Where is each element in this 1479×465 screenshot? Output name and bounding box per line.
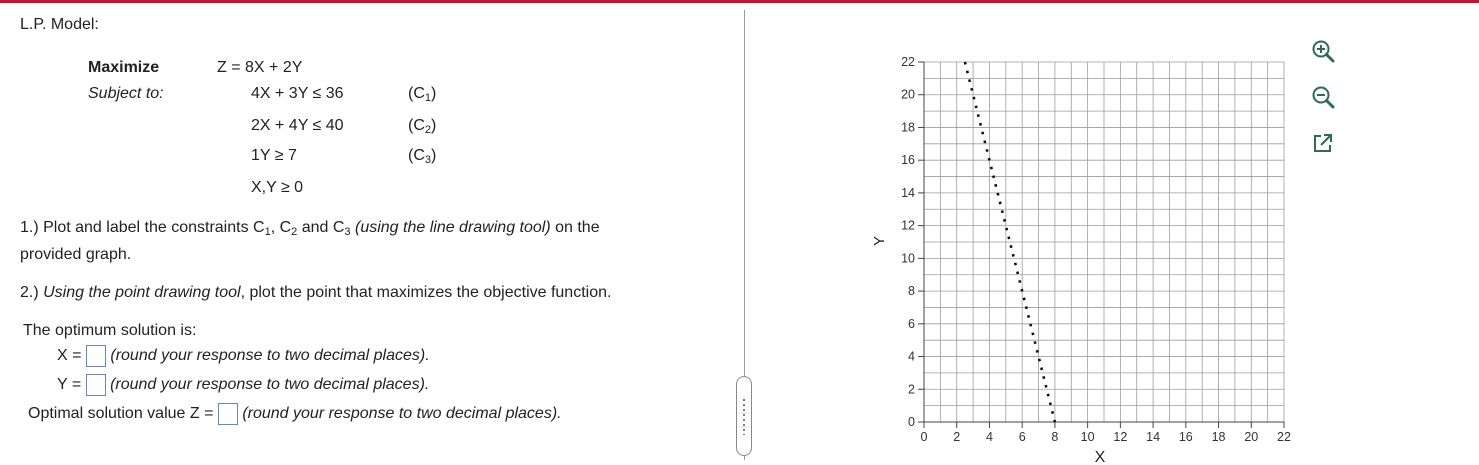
- y-tick-label: 10: [901, 251, 915, 266]
- y-tick-label: 2: [908, 382, 915, 397]
- zoom-in-button[interactable]: [1310, 38, 1336, 64]
- zoom-out-button[interactable]: [1310, 84, 1336, 110]
- x-tick-label: 20: [1244, 430, 1259, 444]
- y-tick-label: 12: [901, 218, 915, 233]
- answer-y-label: Y =: [57, 376, 82, 394]
- x-tick-label: 16: [1178, 430, 1193, 444]
- constraint-c3-tag: $(C_3)$: [408, 147, 437, 166]
- y-tick-label: 18: [901, 120, 915, 135]
- constraint-c2: 2X + 4Y ≤ 40: [251, 117, 344, 134]
- answer-x-label: X =: [57, 347, 82, 365]
- x-tick-label: 8: [1051, 430, 1059, 444]
- answer-z-hint: (round your response to two decimal places).: [242, 405, 562, 423]
- zoom-out-icon: [1310, 84, 1336, 110]
- instruction-2: 2.) Using the point drawing tool, plot the point that maximizes the objective function.: [20, 284, 612, 301]
- pop-out-button[interactable]: [1310, 130, 1336, 156]
- answer-x-hint: (round your response to two decimal places).: [110, 347, 430, 365]
- zoom-in-icon: [1310, 38, 1336, 64]
- instruction-1-line2: provided graph.: [20, 246, 132, 263]
- y-axis-label: Y: [871, 235, 888, 247]
- subject-to-label: Subject to:: [88, 85, 164, 102]
- y-tick-label: 14: [901, 185, 915, 200]
- x-axis-label: X: [1094, 449, 1106, 465]
- x-tick-label: 0: [920, 430, 928, 444]
- maximize-label: Maximize: [88, 59, 160, 76]
- y-tick-labels: [901, 55, 915, 429]
- y-tick-label: 8: [908, 284, 915, 299]
- x-tick-label: 18: [1211, 430, 1226, 444]
- x-tick-label: 14: [1146, 430, 1161, 444]
- x-tick-label: 22: [1277, 430, 1291, 444]
- instruction-1: 1.) Plot and label the constraints $C_1$, $C_2$ and $C_3$ (using the line drawing tool) on the: [20, 219, 600, 238]
- y-tick-label: 22: [901, 55, 915, 69]
- x-tick-label: 2: [953, 430, 961, 444]
- y-tick-label: 20: [901, 87, 915, 102]
- y-tick-label: 0: [908, 415, 915, 429]
- x-tick-label: 6: [1018, 430, 1026, 444]
- x-tick-label: 10: [1080, 430, 1095, 444]
- x-tick-labels: [921, 430, 1291, 444]
- constraint-c1: 4X + 3Y ≤ 36: [251, 85, 344, 102]
- y-tick-label: 16: [901, 153, 915, 168]
- y-tick-label: 4: [908, 349, 915, 364]
- y-tick-label: 6: [908, 316, 915, 331]
- constraint-c3: 1Y ≥ 7: [251, 147, 297, 164]
- x-tick-label: 4: [985, 430, 993, 444]
- pop-out-icon: [1310, 130, 1336, 156]
- answer-z-label: Optimal solution value Z =: [28, 405, 214, 423]
- nonnegativity-constraint: X,Y ≥ 0: [251, 179, 304, 196]
- constraint-c1-tag: $(C_1)$: [408, 85, 437, 104]
- constraint-c2-tag: $(C_2)$: [408, 117, 437, 136]
- model-heading: L.P. Model:: [20, 16, 99, 33]
- objective-function: Z = 8X + 2Y: [217, 59, 303, 76]
- optimum-heading: The optimum solution is:: [23, 322, 197, 339]
- x-tick-label: 12: [1113, 430, 1128, 444]
- answer-y-hint: (round your response to two decimal places).: [110, 376, 430, 394]
